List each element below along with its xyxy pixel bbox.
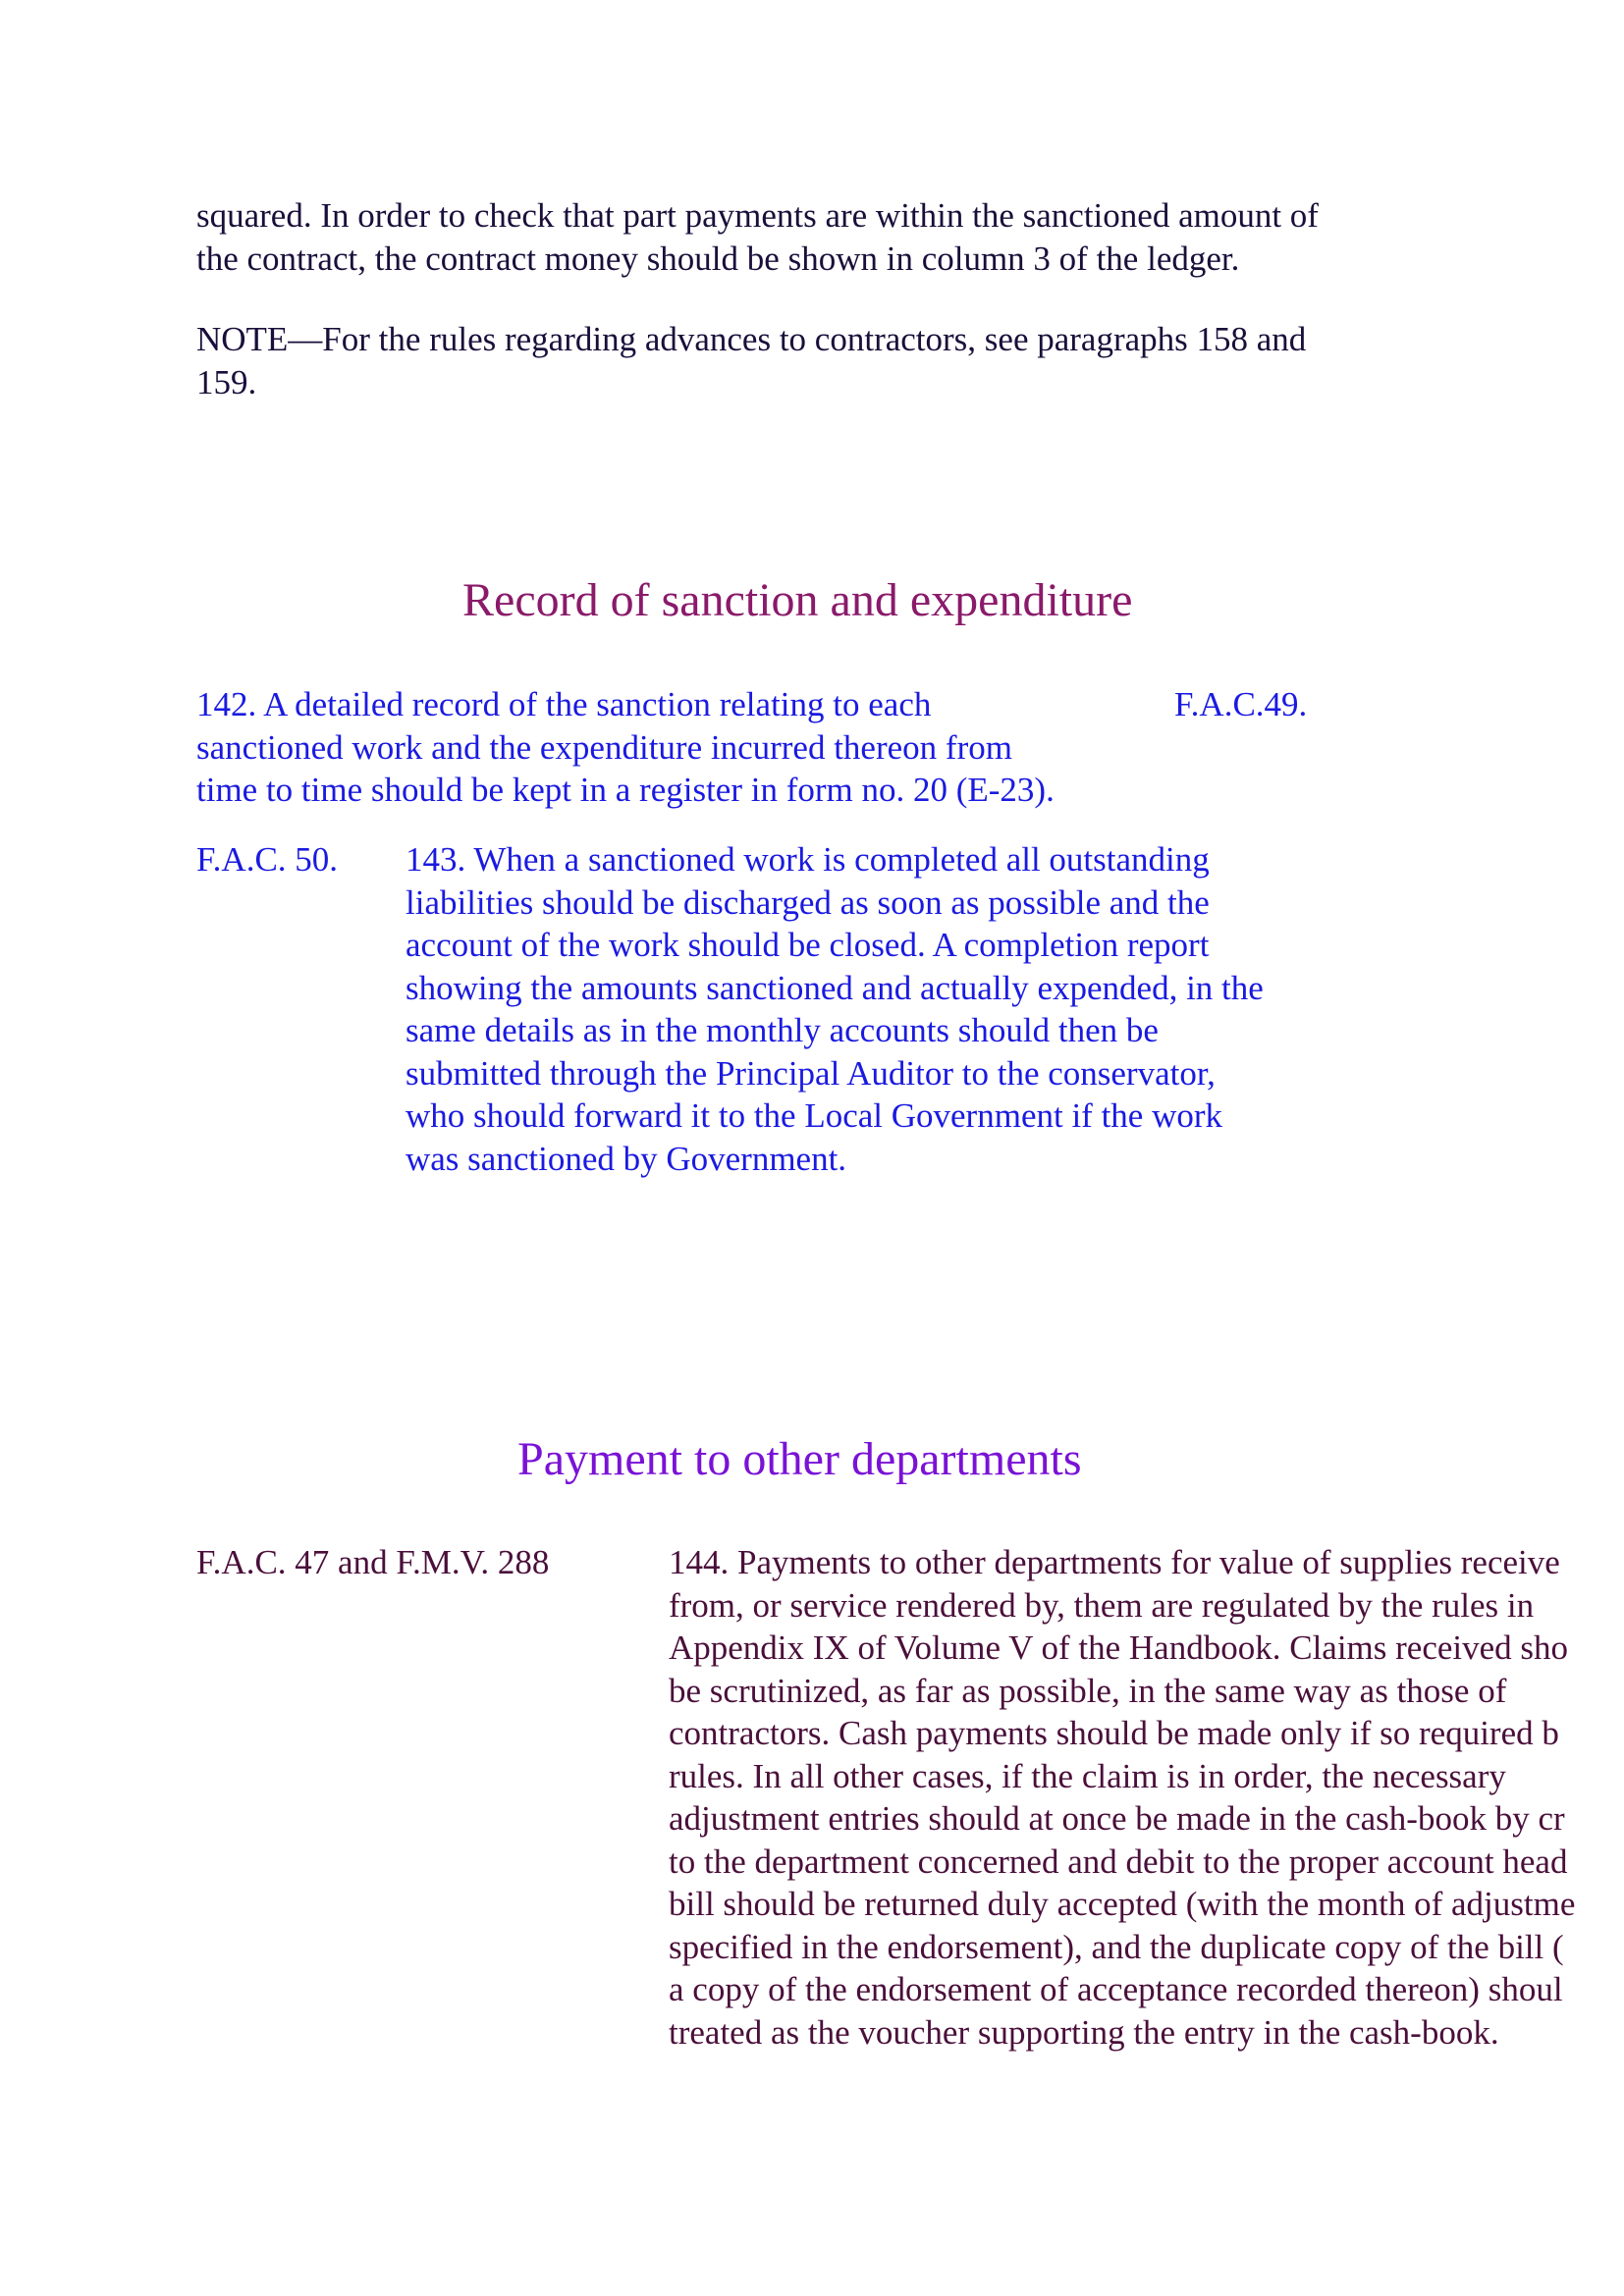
text-line: to the department concerned and debit to the proper account head [669, 1842, 1568, 1881]
text-line: from, or service rendered by, them are regulated by the rules in [669, 1585, 1535, 1625]
text-line: was sanctioned by Government. [406, 1139, 847, 1178]
text-line: 142. A detailed record of the sanction relating to each [196, 685, 932, 723]
text-line: Appendix IX of Volume V of the Handbook. Claims received sho [669, 1629, 1569, 1667]
paragraph-143 [406, 838, 1264, 1180]
text-line: be scrutinized, as far as possible, in the same way as those of [669, 1671, 1507, 1710]
margin-reference-143: F.A.C. 50. [196, 840, 339, 879]
text-line: who should forward it to the Local Government if the work [406, 1096, 1223, 1135]
text-line: liabilities should be discharged as soon as possible and the [406, 882, 1210, 922]
text-line: account of the work should be closed. A completion report [406, 926, 1210, 964]
text-line: a copy of the endorsement of acceptance recorded thereon) shoul [669, 1970, 1563, 2008]
paragraph-142 [196, 683, 1055, 812]
text-line: submitted through the Principal Auditor to the conservator, [406, 1053, 1216, 1093]
margin-reference-142: F.A.C.49. [1174, 685, 1308, 723]
text-line: squared. In order to check that part payments are within the sanctioned amount of [196, 196, 1319, 235]
text-line: 144. Payments to other departments for value of supplies receive [669, 1543, 1560, 1581]
text-line: specified in the endorsement), and the duplicate copy of the bill ( [669, 1927, 1564, 1966]
text-line: treated as the voucher supporting the entry in the cash-book. [669, 2012, 1499, 2052]
text-line: 143. When a sanctioned work is completed all outstanding [406, 840, 1210, 879]
text-line: same details as in the monthly accounts should then be [406, 1011, 1159, 1049]
intro-paragraph [196, 194, 1319, 280]
text-line: showing the amounts sanctioned and actually expended, in the [406, 968, 1264, 1007]
margin-reference-144: F.A.C. 47 and F.M.V. 288 [196, 1543, 550, 1581]
text-line: NOTE—For the rules regarding advances to contractors, see paragraphs 158 and [196, 320, 1307, 358]
text-line: rules. In all other cases, if the claim is in order, the necessary [669, 1756, 1506, 1795]
note-paragraph [196, 318, 1306, 403]
text-line: contractors. Cash payments should be made only if so required b [669, 1714, 1559, 1752]
text-line: the contract, the contract money should be shown in column 3 of the ledger. [196, 239, 1240, 278]
text-line: sanctioned work and the expenditure incurred thereon from [196, 727, 1012, 767]
text-line: time to time should be kept in a register in form no. 20 (E-23). [196, 771, 1055, 809]
paragraph-144 [669, 1541, 1575, 2054]
text-line: 159. [196, 362, 257, 401]
text-line: bill should be returned duly accepted (with the month of adjustme [669, 1885, 1576, 1923]
section-heading-payment: Payment to other departments [517, 1433, 1082, 1485]
text-line: adjustment entries should at once be made in the cash-book by cr [669, 1799, 1565, 1838]
section-heading-record: Record of sanction and expenditure [462, 574, 1133, 626]
